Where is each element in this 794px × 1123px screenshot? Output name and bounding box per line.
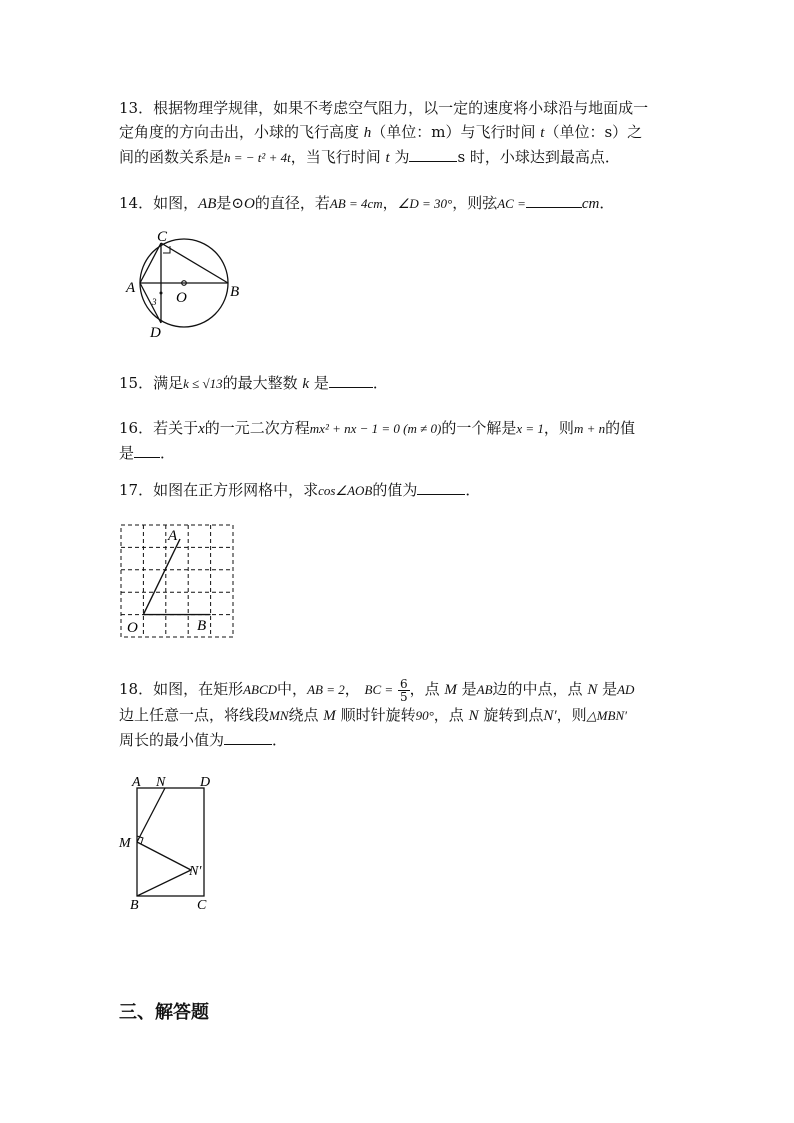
q18-text: ． [272,730,288,749]
q13-text: 为 [389,148,410,166]
q16-text: 16．若关于 [119,419,199,437]
q14-ab: AB [198,196,217,212]
question-16 [119,416,679,465]
q14-label-b: B [230,284,240,300]
q18-ad: AD [617,682,635,697]
q18-fraction-num: 6 [399,676,408,691]
q18-m: M [444,682,457,698]
q13-h: h [363,125,372,141]
q15-answer-blank[interactable] [329,371,373,388]
q18-text: ，则 [556,705,587,724]
q18-label-m: M [119,836,131,851]
question-14 [119,191,679,216]
q18-text: 绕点 [288,705,324,724]
q15-text: 是 [309,374,329,392]
q17-text: ． [465,481,481,499]
q14-label-a: A [126,280,136,296]
q13-line-3 [119,145,679,170]
q17-expr: cos∠AOB [318,483,373,498]
q18-fraction-den: 5 [399,689,408,704]
q17-line-1 [119,478,679,503]
q16-line-1 [119,416,679,441]
q18-line-1 [119,677,679,703]
q13-t: t [540,125,545,141]
q18-text: 周长的最小值为 [119,730,225,749]
q18-deg: 90° [415,707,434,723]
q14-ac: AC = [497,196,526,211]
q13-t: t [385,150,390,166]
question-13 [119,96,679,170]
q18-text: 顺时针旋转 [335,705,416,724]
q13-text: 定角度的方向击出，小球的飞行高度 [119,123,364,141]
q14-text: ， [382,194,398,212]
q18-triangle: △MBN′ [586,707,627,723]
q17-text: 的值为 [372,481,418,499]
q18-text: 边上任意一点，将线段 [119,705,270,724]
q18-text: ，点 [433,705,469,724]
question-17 [119,478,679,503]
q13-text: （单位：m）与飞行时间 [371,123,541,141]
q16-solution: x = 1 [516,421,544,436]
q18-text: 是 [456,680,477,698]
q16-text: 是 [119,444,135,462]
q14-circle-figure [118,226,248,344]
q18-mn: MN [269,707,289,723]
q16-x: x [198,421,205,437]
q18-m: M [323,707,336,724]
q15-text: 15．满足 [119,374,184,392]
q14-label-d: D [150,325,161,341]
q15-line-1 [119,371,679,396]
q14-condition-ab: AB = 4cm [329,196,383,211]
q16-answer-blank[interactable] [134,441,160,458]
q14-unit: cm [581,196,600,212]
q18-label-b: B [130,898,139,913]
q18-np: N′ [543,707,557,724]
q18-label-c: C [197,898,207,913]
q18-label-n-prime: N′ [189,864,202,879]
q16-text: 的一个解是 [441,419,517,437]
q18-text: 旋转到点 [478,705,544,724]
q18-ab-cond: AB = 2 [307,682,345,697]
q16-text: 的值 [605,419,636,437]
q18-label-a: A [132,775,141,790]
q13-text: 间的函数关系是 [119,148,225,166]
q18-text: ，点 [409,680,445,698]
q14-angle-label: 3 [152,297,157,307]
section-heading: 三、解答题 [119,1002,209,1023]
q15-expr: k ≤ √13 [183,376,223,391]
q18-text: 是 [597,680,618,698]
q16-equation: mx² + nx − 1 = 0 (m ≠ 0) [309,421,442,436]
question-18 [119,677,679,752]
q18-ab: AB [476,682,493,697]
q14-o: O [244,196,255,212]
q14-condition-angle: ∠D = 30° [397,196,453,211]
q14-text: 是⊙ [216,194,244,212]
q16-text: ． [160,444,176,462]
q17-answer-blank[interactable] [417,478,465,495]
q17-label-o: O [127,620,138,636]
q16-text: ，则 [543,419,574,437]
q18-bc-cond: BC = [364,682,394,697]
q13-answer-blank[interactable] [409,145,457,162]
q14-text: 14．如图， [119,194,199,212]
q16-text: 的一元二次方程 [204,419,310,437]
q13-text: ，当飞行时间 [290,148,386,166]
q14-line-1 [119,191,679,216]
q18-line-3 [119,728,679,752]
q14-text: ，则弦 [452,194,498,212]
q17-text: 17．如图在正方形网格中，求 [119,481,319,499]
q15-k: k [302,376,310,392]
q18-n: N [468,707,479,724]
q13-text: （单位：s）之 [544,123,643,141]
q13-text: s 时，小球达到最高点． [457,148,620,166]
q18-line-2 [119,703,679,728]
question-15 [119,371,679,396]
q13-line-1: 13．根据物理学规律，如果不考虑空气阻力，以一定的速度将小球沿与地面成一 [119,99,649,117]
q18-n: N [587,682,598,698]
q17-label-a: A [168,528,178,544]
q18-text: ， [344,680,360,698]
q16-line-2 [119,441,679,465]
q17-label-b: B [197,618,207,634]
q15-text: ． [372,374,388,392]
q14-text: ． [599,194,615,212]
q14-label-o: O [176,290,187,306]
q18-label-n: N [156,775,166,790]
q18-abcd: ABCD [243,682,278,697]
q18-label-d: D [200,775,211,790]
q17-grid-figure [118,522,238,642]
q18-text: 18．如图，在矩形 [119,680,244,698]
q14-label-c: C [157,229,168,245]
q15-text: 的最大整数 [222,374,303,392]
q16-mn: m + n [573,421,606,436]
q14-text: 的直径，若 [254,194,330,212]
q18-fraction [398,678,410,703]
q14-answer-blank[interactable] [526,191,582,208]
q18-rectangle-figure [115,772,225,914]
q18-text: 中， [277,680,308,698]
q13-line-2 [119,120,679,145]
q13-formula: h = − t² + 4t [224,150,291,165]
q18-answer-blank[interactable] [224,728,272,745]
q18-text: 边的中点，点 [492,680,588,698]
